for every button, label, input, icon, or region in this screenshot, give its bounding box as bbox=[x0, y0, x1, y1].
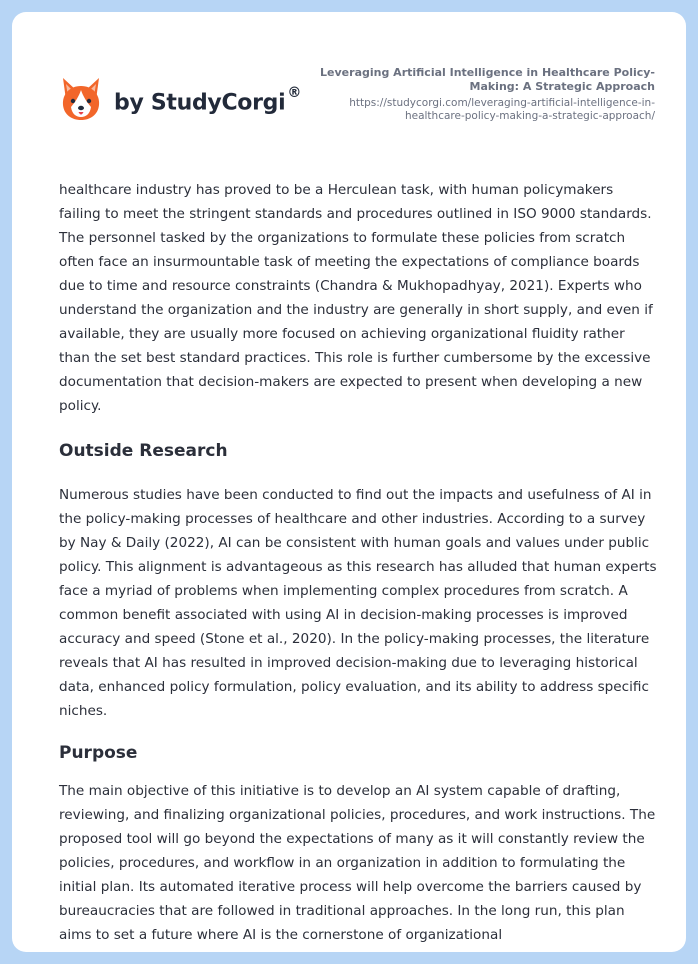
brand-name: by StudyCorgi ® bbox=[114, 84, 302, 116]
purpose-paragraph: The main objective of this initiative is to develop an AI system capable of drafting, reviewing, and finalizing organizational policies, procedures, and work instructions. The proposed tool will go beyond the expectations of many as it will constantly review the policies, procedures, and workflow in an organization in addition to formulating the initial plan. Its automated iterative process will help overcome the barriers caused by bureaucracies that are followed in traditional approaches. In the long run, this plan aims to set a future where AI is the cornerstone of organizational bbox=[59, 783, 656, 943]
document-page bbox=[12, 12, 686, 952]
document-title: Leveraging Artificial Intelligence in Healthcare Policy-Making: A Strategic Approach bbox=[320, 66, 655, 93]
document-body bbox=[59, 178, 659, 947]
intro-paragraph: healthcare industry has proved to be a Herculean task, with human policymakers failing to meet the stringent standards and procedures outlined in ISO 9000 standards. The personnel tasked by the organizations to formulate these policies from scratch often face an insurmountable task of meeting the expectations of compliance boards due to time and resource constraints (Chandra & Mukhopadhyay, 2021). Experts who understand the organization and the industry are generally in short supply, and even if available, they are usually more focused on achieving organizational fluidity rather than the set best standard practices. This role is further cumbersome by the excessive documentation that decision-makers are expected to present when developing a new policy. bbox=[59, 182, 653, 414]
outside-research-paragraph: Numerous studies have been conducted to find out the impacts and usefulness of AI in the policy-making processes of healthcare and other industries. According to a survey by Nay & Daily (2022), AI can be consistent with human goals and values under public policy. This alignment is advantageous as this research has alluded that human experts face a myriad of problems when implementing complex procedures from scratch. A common benefit associated with using AI in decision-making processes is improved accuracy and speed (Stone et al., 2020). In the policy-making processes, the literature reveals that AI has resulted in improved decision-making due to leveraging historical data, enhanced policy formulation, policy evaluation, and its ability to address specific niches. bbox=[59, 487, 657, 719]
studycorgi-logo[interactable] bbox=[60, 76, 301, 122]
corgi-icon bbox=[60, 76, 102, 122]
section-heading-outside-research: Outside Research bbox=[59, 441, 228, 461]
document-url[interactable]: https://studycorgi.com/leveraging-artificial-intelligence-in-healthcare-policy-making-a-strategic-approach/ bbox=[349, 97, 655, 122]
section-heading-purpose: Purpose bbox=[59, 743, 138, 763]
registered-mark: ® bbox=[287, 84, 302, 101]
document-header-meta bbox=[315, 66, 655, 123]
